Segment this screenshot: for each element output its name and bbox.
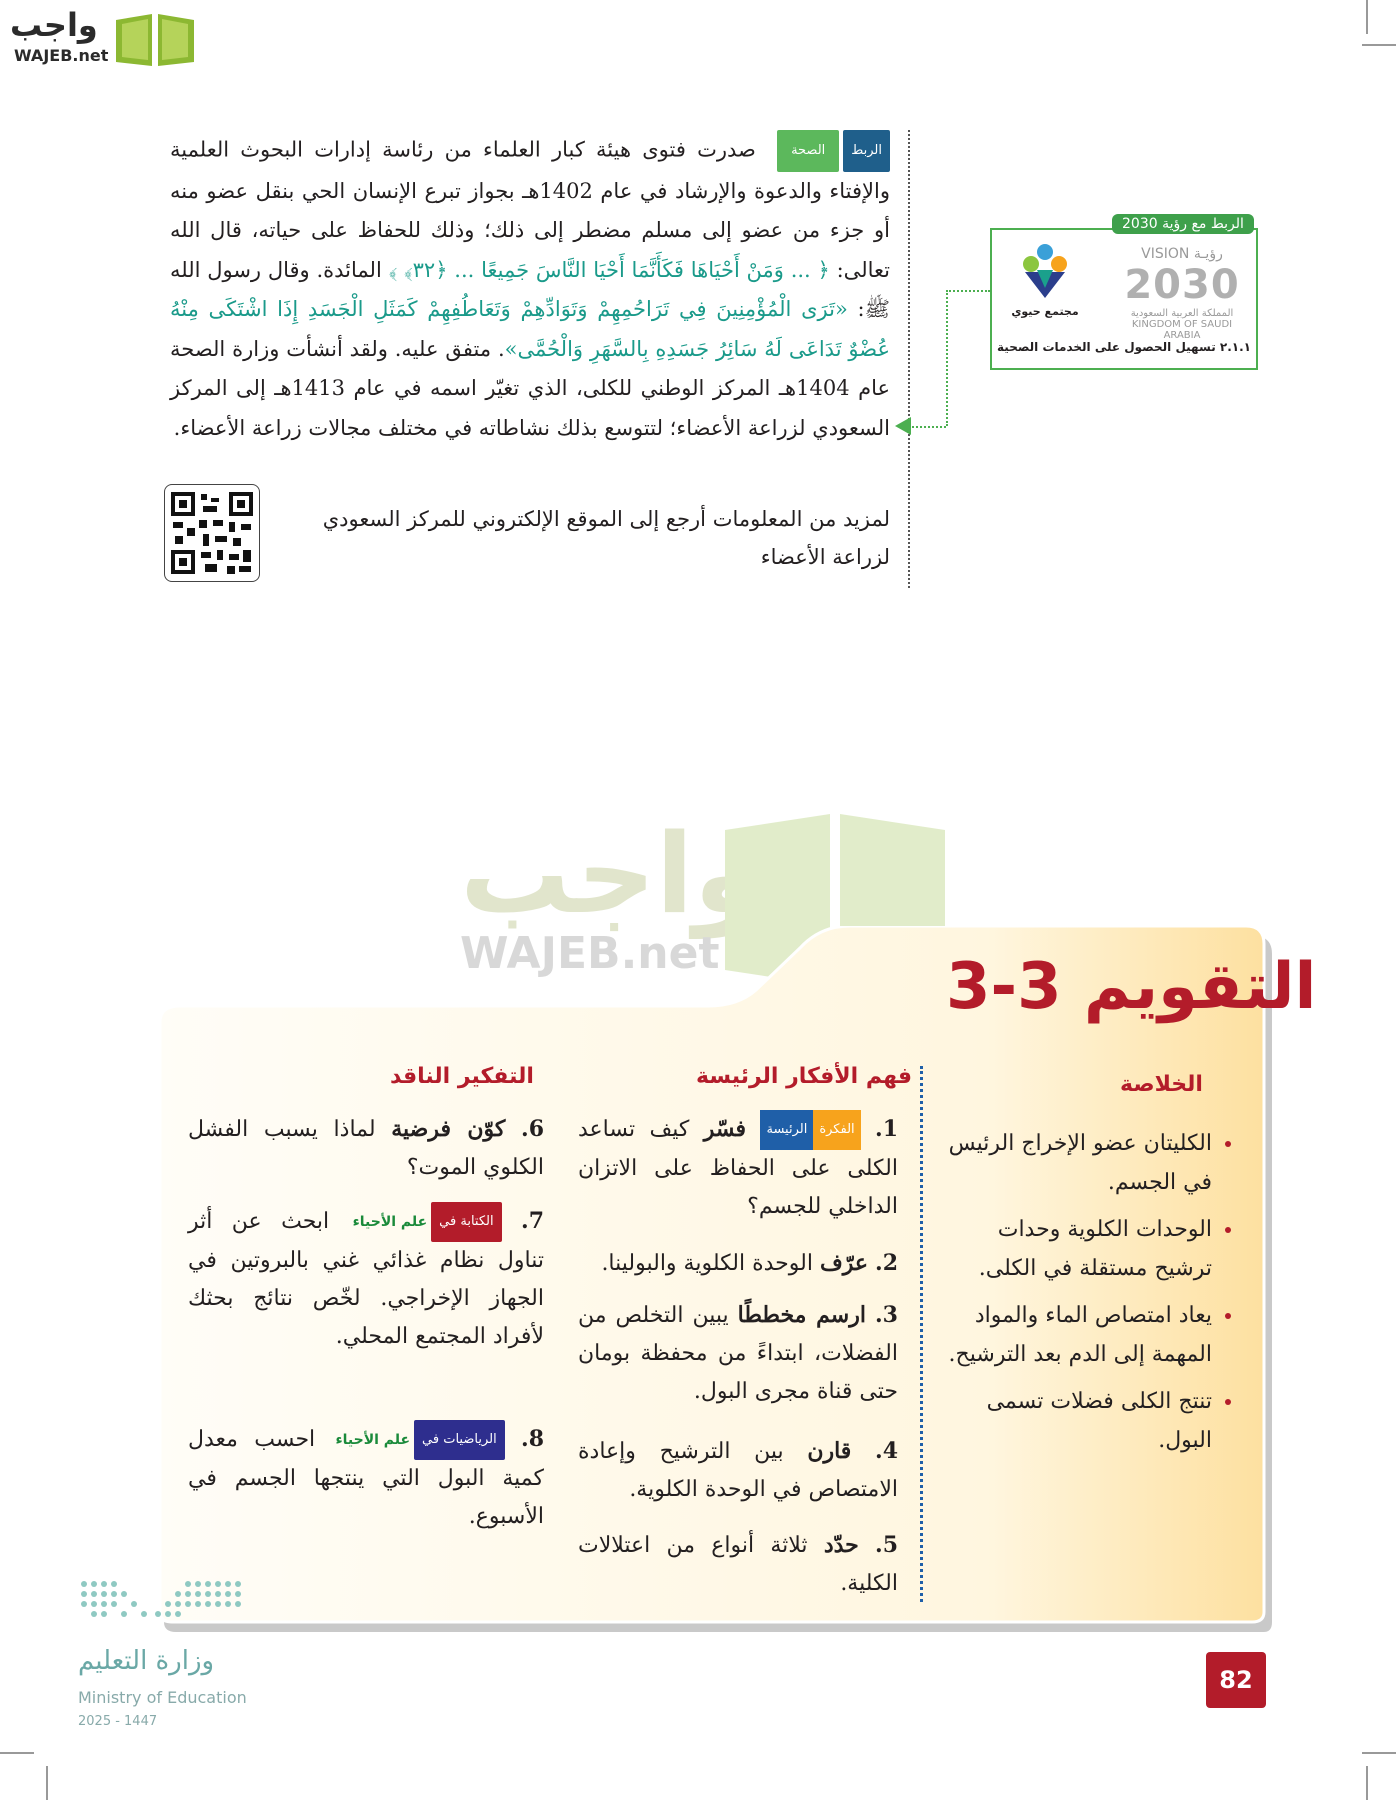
logo-word: واجب — [10, 6, 98, 44]
kingdom-en: KINGDOM OF SAUDI ARABIA — [1131, 319, 1233, 341]
vision-label: VISION رؤيـة — [1141, 246, 1223, 262]
badge-math: الرياضيات في — [414, 1420, 505, 1460]
question-text: يبين التخلص من الفضلات، ابتداءً من محفظة بومان حتى قناة مجرى البول. — [578, 1303, 898, 1404]
main-paragraph — [170, 130, 890, 448]
connector-line — [946, 290, 948, 426]
question-7 — [188, 1202, 544, 1356]
ministry-ar: وزارة التعليم — [78, 1646, 215, 1676]
ministry-en: Ministry of Education — [78, 1688, 247, 1707]
connector-line — [946, 290, 990, 292]
question-text: الوحدة الكلوية والبولينا. — [601, 1251, 813, 1276]
summary-item: • الكليتان عضو الإخراج الرئيس في الجسم. — [942, 1124, 1212, 1202]
question-number: 3. — [875, 1302, 898, 1328]
main-ideas-title: فهم الأفكار الرئيسة — [696, 1064, 913, 1089]
more-info-text: لمزيد من المعلومات أرجع إلى الموقع الإلكتروني للمركز السعودي لزراعة الأعضاء — [322, 507, 890, 569]
question-number: 2. — [875, 1250, 898, 1276]
qr-code[interactable] — [164, 484, 260, 582]
qr-code-icon — [169, 490, 255, 576]
question-number: 1. — [875, 1116, 899, 1142]
question-number: 7. — [521, 1208, 544, 1234]
question-5 — [578, 1526, 898, 1603]
critical-thinking-title: التفكير الناقد — [390, 1064, 534, 1089]
vision-year: 2030 — [1124, 262, 1240, 308]
question-text: لماذا يسبب الفشل الكلوي الموت؟ — [188, 1117, 544, 1180]
vision-caption: ٢.١.١ تسهيل الحصول على الخدمات الصحية — [997, 340, 1251, 354]
vision-2030-box — [990, 228, 1258, 370]
question-text: بين الترشيح وإعادة الامتصاص في الوحدة الكلوية. — [578, 1439, 898, 1502]
hadith-text: «تَرَى الْمُؤْمِنِينَ فِي تَرَاحُمِهِمْ وَتَوَادِّهِمْ وَتَعَاطُفِهِمْ كَمَثَلِ الْجَسَدِ إِذَا اشْتَكَى مِنْهُ عُضْوٌ تَدَاعَى لَهُ سَائِرُ جَسَدِهِ بِالسَّهَرِ وَالْحُمَّى» — [170, 297, 890, 361]
crop-mark — [0, 1752, 34, 1754]
summary-list — [942, 1124, 1230, 1468]
badge-writing: الكتابة في — [431, 1202, 501, 1242]
question-6 — [188, 1110, 544, 1187]
crop-mark — [1362, 1752, 1396, 1754]
summary-item: • تنتج الكلى فضلات تسمى البول. — [942, 1382, 1212, 1460]
crop-mark — [1366, 0, 1368, 34]
paragraph-fatwa: صدرت فتوى هيئة كبار العلماء من رئاسة إدارات البحوث العلمية والإفتاء والدعوة والإرشاد في عام 1402هـ بجواز تبرع الإنسان الحي بنقل عضو منه أو جزء من عضو إلى مسلم مضطر إلى ذلك؛ وذلك للحفاظ على حياته، قال الله تعالى: — [170, 137, 891, 282]
question-8 — [188, 1420, 544, 1536]
badge-biology: علم الأحياء — [352, 1214, 428, 1230]
badge-main: الرئيسة — [760, 1110, 813, 1150]
paragraph-prophet: وقال رسول الله ﷺ: — [170, 257, 890, 321]
question-text: احسب معدل كمية البول التي ينتجها الجسم في الأسبوع. — [188, 1427, 544, 1529]
question-verb: قارن — [807, 1438, 852, 1464]
program-name: مجتمع حيوي — [1011, 305, 1079, 318]
badge-biology: علم الأحياء — [335, 1432, 411, 1448]
wajeb-logo[interactable] — [10, 6, 190, 68]
quran-reference: المائدة. — [316, 257, 382, 282]
ministry-logo — [72, 1574, 272, 1734]
tag-link: الربط — [843, 130, 890, 172]
logo-net: WAJEB.net — [14, 46, 109, 65]
question-2 — [578, 1244, 898, 1283]
connector-line — [912, 426, 946, 428]
question-text: كيف تساعد الكلى على الحفاظ على الاتزان الداخلي للجسم؟ — [578, 1117, 898, 1219]
tag-health: الصحة — [777, 130, 839, 172]
crop-mark — [1362, 44, 1396, 46]
question-verb: عرّف — [819, 1250, 869, 1276]
question-1 — [578, 1110, 898, 1226]
question-text: ابحث عن أثر تناول نظام غذائي غني بالبروتين في الجهاز الإخراجي. لخّص نتائج بحثك لأفراد المجتمع المحلي. — [188, 1209, 544, 1349]
summary-title: الخلاصة — [1120, 1072, 1203, 1097]
question-3 — [578, 1296, 898, 1411]
crop-mark — [1366, 1766, 1368, 1800]
summary-item: • يعاد امتصاص الماء والمواد المهمة إلى الدم بعد الترشيح. — [942, 1296, 1212, 1374]
margin-dotted-line — [908, 130, 910, 588]
vibrant-society-logo — [1010, 242, 1080, 318]
book-icon — [114, 10, 196, 68]
question-number: 8. — [521, 1426, 544, 1452]
question-4 — [578, 1432, 898, 1509]
vision-2030-logo — [1122, 246, 1242, 341]
question-verb: ارسم مخططًا — [737, 1302, 866, 1328]
question-number: 5. — [875, 1532, 898, 1558]
question-number: 4. — [875, 1438, 898, 1464]
ministry-year: 2025 - 1447 — [78, 1714, 158, 1729]
question-number: 6. — [521, 1116, 544, 1142]
question-verb: كوّن فرضية — [391, 1116, 506, 1142]
watermark-en: WAJEB.net — [460, 928, 720, 979]
arrow-icon — [895, 417, 911, 435]
crop-mark — [46, 1766, 48, 1800]
question-verb: حدّد — [823, 1532, 859, 1558]
summary-item: • الوحدات الكلوية وحدات ترشيح مستقلة في الكلى. — [942, 1210, 1212, 1288]
paragraph-ministry: ولقد أنشأت وزارة الصحة عام 1404هـ المركز الوطني للكلى، الذي تغيّر اسمه في عام 1413هـ إلى المركز السعودي لزراعة الأعضاء؛ لتتوسع بذلك نشاطاته في مختلف مجالات زراعة الأعضاء. — [170, 336, 891, 440]
assessment-title: التقويم 3-3 — [946, 950, 1317, 1024]
question-verb: فسّر — [703, 1116, 747, 1142]
vibrant-society-icon — [1015, 242, 1075, 302]
kingdom-ar: المملكة العربية السعودية — [1130, 308, 1234, 319]
badge-idea: الفكرة — [813, 1110, 860, 1150]
watermark-ar: واجب — [460, 810, 762, 938]
quran-verse: ﴿ ... وَمَنْ أَحْيَاهَا فَكَأَنَّمَا أَحْيَا النَّاسَ جَمِيعًا ... ﴿٣٢﴾ ﴾ — [388, 257, 830, 282]
question-text: ثلاثة أنواع من اعتلالات الكلية. — [578, 1533, 898, 1596]
hadith-reference: . متفق عليه. — [394, 336, 505, 361]
ministry-dots-icon — [78, 1574, 258, 1634]
column-divider — [920, 1066, 923, 1602]
page-number: 82 — [1206, 1652, 1266, 1708]
vision-tag: الربط مع رؤية 2030 — [1112, 214, 1254, 234]
